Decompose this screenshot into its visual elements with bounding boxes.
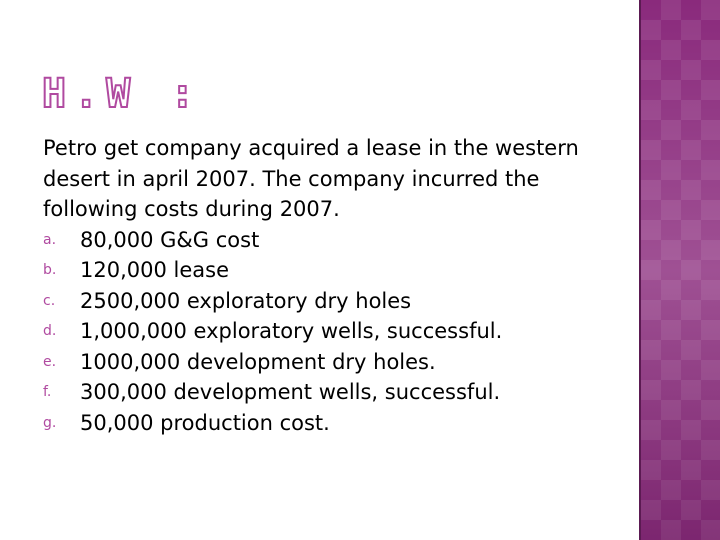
intro-paragraph: Petro get company acquired a lease in the western desert in april 2007. The company incurred the following costs during 2007. bbox=[43, 136, 579, 221]
list-item bbox=[43, 316, 603, 347]
list-item bbox=[43, 255, 603, 286]
list-item-text: 1,000,000 exploratory wells, successful. bbox=[80, 319, 503, 343]
list-marker: f. bbox=[43, 384, 52, 400]
list-marker: c. bbox=[43, 292, 56, 309]
list-item-text: 80,000 G&G cost bbox=[80, 227, 260, 252]
list-item-text: 120,000 lease bbox=[80, 258, 229, 282]
list-marker: a. bbox=[43, 231, 57, 248]
cost-list bbox=[43, 225, 603, 439]
decorative-side-panel bbox=[641, 0, 720, 540]
slide-title: H.W : bbox=[42, 71, 203, 117]
list-item bbox=[43, 286, 603, 317]
list-marker: e. bbox=[43, 353, 57, 370]
list-marker: g. bbox=[43, 414, 57, 431]
list-item-text: 300,000 development wells, successful. bbox=[80, 380, 501, 404]
list-item bbox=[43, 377, 603, 408]
list-item-text: 1000,000 development dry holes. bbox=[80, 349, 436, 374]
slide-body bbox=[43, 133, 603, 438]
list-item-text: 2500,000 exploratory dry holes bbox=[80, 288, 412, 313]
list-item bbox=[43, 347, 603, 378]
list-item bbox=[43, 225, 603, 256]
list-marker: b. bbox=[43, 262, 57, 278]
list-item-text: 50,000 production cost. bbox=[80, 410, 330, 435]
list-item bbox=[43, 408, 603, 439]
list-marker: d. bbox=[43, 323, 57, 339]
